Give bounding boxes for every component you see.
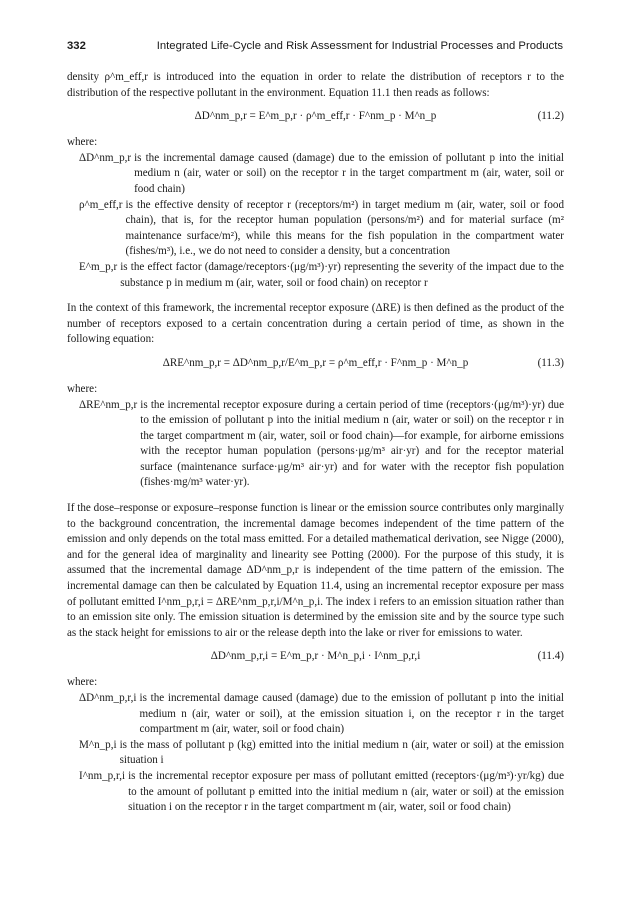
equation-number: (11.2) bbox=[537, 110, 564, 123]
equation-number: (11.3) bbox=[537, 356, 564, 369]
running-header bbox=[67, 40, 564, 56]
definition-text: is the incremental receptor exposure per mass of pollutant emitted (receptors·(μg/m³)·yr/kg) due to the amount of pollutant p emitted into the initial medium n (air, water or soil) at the emission situation i on the receptor r in the target compartment m (air, water, soil or food chain) bbox=[128, 769, 564, 814]
definition-text: is the incremental receptor exposure during a certain period of time (receptors·(μg/m³)·yr) due to the emission of pollutant p into the initial medium n (air, water or soil) on the receptor r in the target compartment m (air, water, soil or food chain)—for example, for airborne emissions with the receptor human population (persons·μg/m³ air·yr) and for the receptor material surface (maintenance surface·μg/m³ air·yr) and for water with the receptor fish population (fishes·mg/m³ water·yr). bbox=[140, 398, 564, 489]
definition-item bbox=[79, 198, 564, 260]
definition-symbol: M^n_p,i bbox=[79, 738, 117, 751]
definition-item bbox=[79, 151, 564, 198]
paragraph-intro: density ρ^m_eff,r is introduced into the equation in order to relate the distribution of receptors r to the distribution of the respective pollutant in the environment. Equation 11.1 then reads as follows: bbox=[67, 71, 564, 99]
definition-text: is the incremental damage caused (damage) due to the emission of pollutant p into the initial medium n (air, water or soil) on the receptor r in the target compartment m (air, water, soil or food chain) bbox=[134, 151, 564, 195]
definition-symbol: ΔD^nm_p,r,i bbox=[79, 692, 137, 704]
definition-symbol: ΔD^nm_p,r bbox=[79, 151, 132, 164]
running-title: Integrated Life-Cycle and Risk Assessment for Industrial Processes and Products bbox=[156, 40, 563, 52]
definition-item bbox=[79, 398, 564, 492]
where-label: where: bbox=[67, 382, 98, 395]
definition-item bbox=[79, 691, 564, 738]
definition-symbol: I^nm_p,r,i bbox=[79, 769, 126, 782]
paragraph-framework: In the context of this framework, the incremental receptor exposure (ΔRE) is then defined as the product of the number of receptors exposed to a certain concentration during a certain period of time, as shown in the following equation: bbox=[67, 302, 564, 346]
definition-text: is the effect factor (damage/receptors·(μg/m³)·yr) representing the severity of the impact due to the substance p in medium m (air, water, soil or food chain) on receptor r bbox=[120, 260, 564, 289]
definitions-list-1 bbox=[79, 151, 564, 291]
definition-text: is the incremental damage caused (damage) due to the emission of pollutant p into the initial medium n (air, water or soil), at the emission situation i, on the receptor r in the target compartment m (air, water, soil or food chain) bbox=[139, 692, 564, 736]
equation-11-2 bbox=[67, 109, 564, 129]
definitions-list-3 bbox=[79, 691, 564, 816]
definition-symbol: ΔRE^nm_p,r bbox=[79, 398, 138, 411]
page-number: 332 bbox=[67, 40, 86, 52]
where-label: where: bbox=[67, 676, 98, 689]
equation-body: ΔRE^nm_p,r = ΔD^nm_p,r/E^m_p,r = ρ^m_eff,r · F^nm_p · M^n_p bbox=[162, 356, 469, 369]
equation-11-4 bbox=[67, 649, 564, 669]
definition-item bbox=[79, 738, 564, 769]
definition-item bbox=[79, 769, 564, 816]
definition-symbol: ρ^m_eff,r bbox=[79, 198, 123, 211]
definition-symbol: E^m_p,r bbox=[79, 260, 118, 273]
where-label: where: bbox=[67, 136, 98, 149]
definition-text: is the mass of pollutant p (kg) emitted into the initial medium n (air, water or soil) at the emission situation i bbox=[119, 738, 564, 767]
equation-body: ΔD^nm_p,r = E^m_p,r · ρ^m_eff,r · F^nm_p · M^n_p bbox=[194, 110, 437, 123]
book-page bbox=[67, 40, 564, 816]
equation-body: ΔD^nm_p,r,i = E^m_p,r · M^n_p,i · I^nm_p,r,i bbox=[210, 650, 421, 663]
equation-number: (11.4) bbox=[537, 650, 564, 663]
equation-11-3 bbox=[67, 356, 564, 376]
definition-item bbox=[79, 260, 564, 291]
paragraph-dose-response: If the dose–response or exposure–response function is linear or the emission source contributes only marginally to the background concentration, the incremental damage becomes independent of the time pattern of the emission and only depends on the total mass emitted. For a detailed mathematical derivation, see Nigge (2000), and for the general idea of marginality and linearity see Potting (2000). For the purpose of this study, it is assumed that the incremental damage ΔD^nm_p,r is independent of the time pattern of the emission. The incremental damage can then be calculated by Equation 11.4, using an incremental receptor exposure per mass of pollutant emitted I^nm_p,r,i = ΔRE^nm_p,r,i/M^n_p,i. The index i refers to an emission situation rather than to an emission site only. The emission situation is determined by the emission site and by the source type such as the stack height for emissions to air or the release depth into the lake or river for emissions to water. bbox=[67, 502, 564, 639]
definition-text: is the effective density of receptor r (receptors/m²) in target medium m (air, water, soil or food chain), that is, for the receptor human population (persons/m²) and for material surface (m² maintenance surface/m²), while this means for the fish population in the compartment water (fishes/m³), i.e., we do not need to consider a density, but a concentration bbox=[125, 198, 564, 258]
definitions-list-2 bbox=[79, 398, 564, 492]
